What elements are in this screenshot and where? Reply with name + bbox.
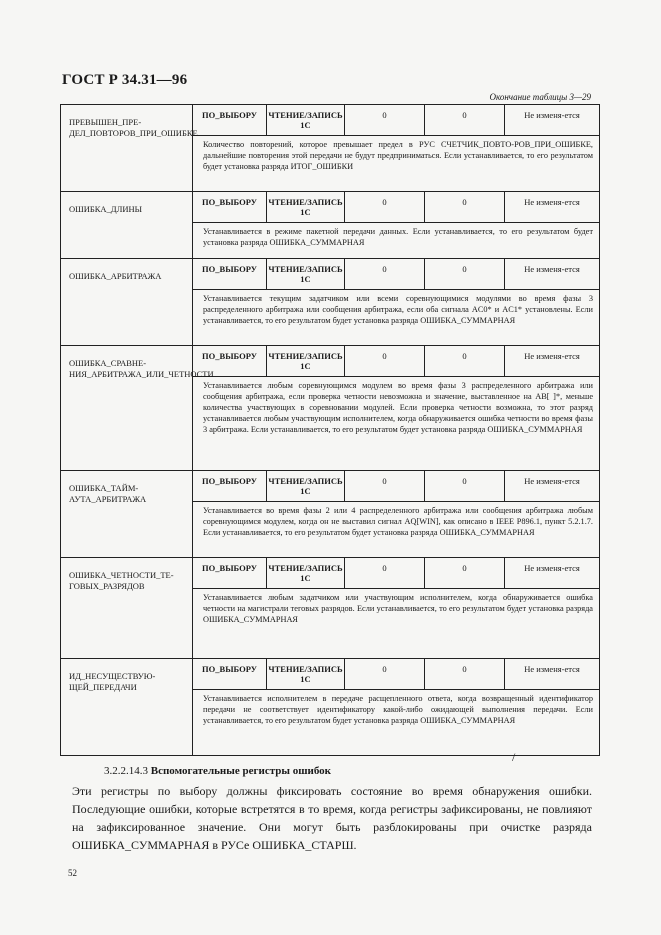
value-cell-1: 0 bbox=[345, 259, 425, 289]
register-name: ОШИБКА_СРАВНЕ-НИЯ_АРБИТРАЖА_ИЛИ_ЧЕТНОСТИ bbox=[61, 346, 193, 470]
note-cell: Не изменя-ется bbox=[524, 197, 580, 207]
value-cell-2: 0 bbox=[425, 659, 505, 689]
register-table bbox=[60, 104, 600, 756]
note-cell: Не изменя-ется bbox=[524, 264, 580, 274]
table-row bbox=[60, 191, 600, 258]
section-number: 3.2.2.14.3 bbox=[104, 765, 148, 777]
access-cell: ЧТЕНИЕ/ЗАПИСЬ 1С bbox=[267, 259, 345, 289]
type-cell: ПО_ВЫБОРУ bbox=[193, 105, 267, 135]
value-cell-2: 0 bbox=[425, 346, 505, 376]
table-caption: Окончание таблицы 3—29 bbox=[489, 92, 591, 102]
register-name: ОШИБКА_АРБИТРАЖА bbox=[61, 259, 193, 345]
access-cell: ЧТЕНИЕ/ЗАПИСЬ 1С bbox=[267, 558, 345, 588]
type-cell: ПО_ВЫБОРУ bbox=[193, 471, 267, 501]
table-row bbox=[60, 658, 600, 756]
register-name: ПРЕВЫШЕН_ПРЕ-ДЕЛ_ПОВТОРОВ_ПРИ_ОШИБКЕ bbox=[61, 105, 193, 191]
value-cell-1: 0 bbox=[345, 558, 425, 588]
register-name: ОШИБКА_ТАЙМ-АУТА_АРБИТРАЖА bbox=[61, 471, 193, 557]
type-cell: ПО_ВЫБОРУ bbox=[193, 346, 267, 376]
register-description: Устанавливается в режиме пакетной передачи данных. Если устанавливается, то его результатом будет установка разряда ОШИБКА_СУММАРНАЯ bbox=[203, 227, 593, 247]
value-cell-2: 0 bbox=[425, 259, 505, 289]
stray-mark: / bbox=[512, 750, 516, 764]
register-description: Устанавливается любым соревнующимся модулем во время фазы 3 распределенного арбитража или сообщения арбитража, если проверка четности невозможна и значение, выставленное на AB[ ]*, меньше количества участвующих в соревновании модулей. Если проверка четности возможна, то этот разряд устанавливается любым участвующим исполнителем, когда обнаруживается ошибка четности во время фазы 3 арбитража. Если устанавливается, то его результатом будет установка разряда ОШИБКА_СУММАРНАЯ bbox=[203, 381, 593, 434]
note-cell: Не изменя-ется bbox=[524, 476, 580, 486]
register-description: Устанавливается любым задатчиком или участвующим исполнителем, когда обнаруживается ошибка четности на магистрали теговых разрядов. Если устанавливается, то его результатом будет установка разряда ОШИБКА_СУММАРНАЯ bbox=[203, 593, 593, 624]
body-paragraph: Эти регистры по выбору должны фиксировать состояние во время обнаружения ошибки. Последующие ошибки, которые встретятся в то время, когда регистры зафиксированы, не повлияют на зафиксированное значение. Они могут быть разблокированы при очистке разряда ОШИБКА_СУММАРНАЯ в РУСе ОШИБКА_СТАРШ. bbox=[72, 784, 592, 852]
access-cell: ЧТЕНИЕ/ЗАПИСЬ 1С bbox=[267, 105, 345, 135]
note-cell: Не изменя-ется bbox=[524, 351, 580, 361]
value-cell-2: 0 bbox=[425, 192, 505, 222]
register-name: ОШИБКА_ДЛИНЫ bbox=[61, 192, 193, 258]
table-row bbox=[60, 345, 600, 470]
section-title: Вспомогательные регистры ошибок bbox=[150, 765, 332, 777]
type-cell: ПО_ВЫБОРУ bbox=[193, 558, 267, 588]
register-name: ОШИБКА_ЧЕТНОСТИ_ТЕ-ГОВЫХ_РАЗРЯДОВ bbox=[61, 558, 193, 658]
value-cell-2: 0 bbox=[425, 558, 505, 588]
type-cell: ПО_ВЫБОРУ bbox=[193, 192, 267, 222]
register-description: Количество повторений, которое превышает предел в РУС СЧЕТЧИК_ПОВТО-РОВ_ПРИ_ОШИБКЕ, дальнейшие повторения этой передачи не будут предприниматься. Если устанавливается, то его результатом будет установка разряда ИТОГ_ОШИБКИ bbox=[203, 140, 593, 171]
access-cell: ЧТЕНИЕ/ЗАПИСЬ 1С bbox=[267, 659, 345, 689]
section-heading bbox=[104, 765, 331, 777]
document-id: ГОСТ Р 34.31—96 bbox=[62, 72, 188, 88]
register-name: ИД_НЕСУЩЕСТВУЮ-ЩЕЙ_ПЕРЕДАЧИ bbox=[61, 659, 193, 755]
table-row bbox=[60, 104, 600, 191]
value-cell-1: 0 bbox=[345, 659, 425, 689]
register-description: Устанавливается исполнителем в передаче расщепленного ответа, когда возвращенный идентификатор передачи не соответствует идентификатору какой-либо ожидающей выполнения передачи. Если устанавливается, то его результатом будет установка разряда ОШИБКА_СУММАРНАЯ bbox=[203, 694, 593, 725]
register-description: Устанавливается во время фазы 2 или 4 распределенного арбитража или сообщения арбитража любым соревнующимся модулем, когда он не выставил сигнал AQ[WIN], как описано в IEEE P896.1, пункт 5.2.1.7. Если устанавливается, то его результатом будет установка разряда ОШИБКА_СУММАРНАЯ bbox=[203, 506, 593, 537]
value-cell-1: 0 bbox=[345, 192, 425, 222]
value-cell-2: 0 bbox=[425, 471, 505, 501]
register-description: Устанавливается текущим задатчиком или всеми соревнующимися модулями во время фазы 3 распределенного арбитража или сообщения арбитража, если оба сигнала AC0* и AC1* установлены. Если устанавливается, то его результатом будет установка разряда ОШИБКА_СУММАРНАЯ bbox=[203, 294, 593, 325]
value-cell-2: 0 bbox=[425, 105, 505, 135]
note-cell: Не изменя-ется bbox=[524, 664, 580, 674]
table-row bbox=[60, 470, 600, 557]
type-cell: ПО_ВЫБОРУ bbox=[193, 259, 267, 289]
value-cell-1: 0 bbox=[345, 471, 425, 501]
value-cell-1: 0 bbox=[345, 346, 425, 376]
table-row bbox=[60, 557, 600, 658]
access-cell: ЧТЕНИЕ/ЗАПИСЬ 1С bbox=[267, 192, 345, 222]
note-cell: Не изменя-ется bbox=[524, 563, 580, 573]
note-cell: Не изменя-ется bbox=[524, 110, 580, 120]
access-cell: ЧТЕНИЕ/ЗАПИСЬ 1С bbox=[267, 346, 345, 376]
access-cell: ЧТЕНИЕ/ЗАПИСЬ 1С bbox=[267, 471, 345, 501]
type-cell: ПО_ВЫБОРУ bbox=[193, 659, 267, 689]
page-number: 52 bbox=[68, 868, 77, 878]
table-row bbox=[60, 258, 600, 345]
value-cell-1: 0 bbox=[345, 105, 425, 135]
